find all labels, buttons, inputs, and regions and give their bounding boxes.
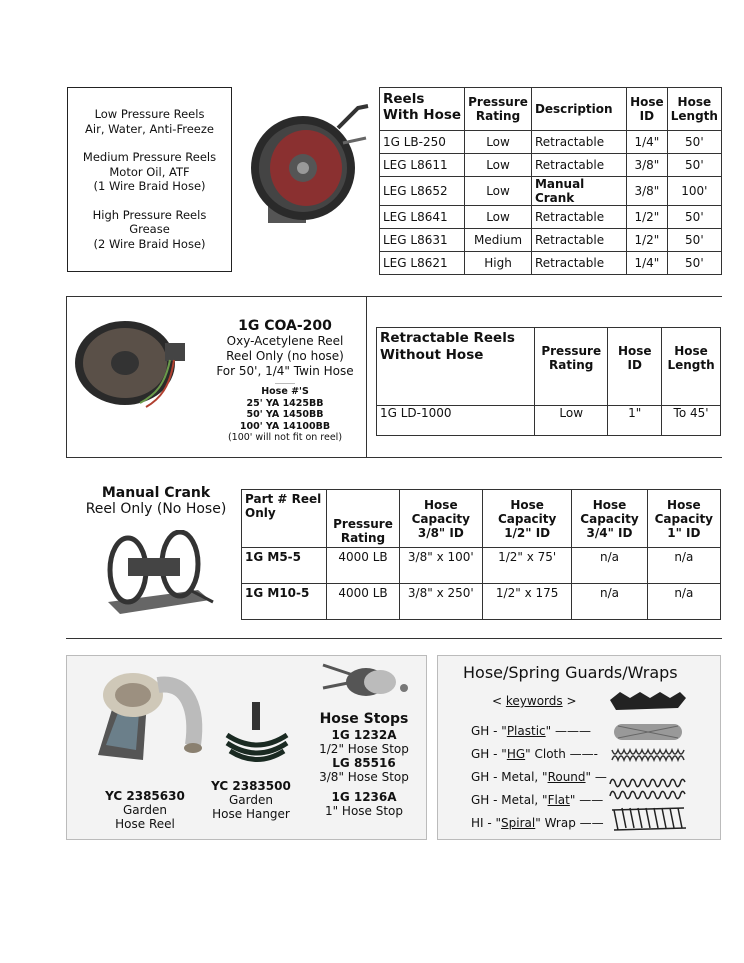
hose-hanger-line: Hose Hanger [212,807,290,821]
cell-hose-length: To 45' [662,406,721,436]
coa200-desc-line: Oxy-Acetylene Reel [226,334,344,348]
coa200-desc-line: Reel Only (no hose) [226,349,344,363]
cell-description: Retractable [531,206,626,229]
oxy-acetylene-reel-image [70,315,195,415]
cell-hose-id: 1/2" [627,229,668,252]
info-line: Motor Oil, ATF [109,164,190,179]
info-line: Low Pressure Reels [94,107,205,121]
table-row [380,177,722,206]
section2-top-border [66,296,722,297]
garden-reel-line: Hose Reel [115,817,175,831]
cell-capacity: n/a [647,548,720,584]
garden-reel-caption [95,789,195,831]
cell-capacity: 3/8" x 100' [399,548,482,584]
hose-hanger-line: Garden [229,793,273,807]
hose-reel-with-hose-image [238,98,373,238]
garden-hose-hanger-image [222,700,292,765]
cell-hose-id: 3/8" [627,154,668,177]
pressure-info-text [68,88,231,251]
header-capacity-1-2: Hose Capacity 1/2" ID [482,490,571,548]
table-row [380,206,722,229]
header-pressure-rating: Pressure Rating [535,328,608,406]
cell-capacity: 1/2" x 75' [482,548,571,584]
cell-pressure: High [465,252,532,275]
table-row [380,131,722,154]
round-guard-sample [612,750,684,760]
cell-capacity: n/a [572,548,647,584]
header-description: Description [531,88,626,131]
guard-keyword: Round [547,770,586,784]
garden-reel-line: Garden [123,803,167,817]
hose-note: (100' will not fit on reel) [227,432,343,443]
hose-number: 50' YA 1450BB [246,409,324,420]
cell-pressure: Medium [465,229,532,252]
hose-stop-model: 1G 1232A [331,728,397,742]
table-row [380,154,722,177]
header-hose-length: Hose Length [662,328,721,406]
cell-capacity: 1/2" x 175 [482,584,571,620]
cell-pressure: Low [535,406,608,436]
header-part-number: Part # Reel Only [242,490,327,548]
guard-samples-image [608,688,688,833]
cell-part: LEG L8611 [380,154,465,177]
info-line: (2 Wire Braid Hose) [93,236,206,251]
table-row [242,548,721,584]
coa200-model: 1G COA-200 [238,318,332,334]
garden-hose-reel-image [88,660,208,770]
guard-item: GH - "Plastic" ——— [471,724,591,738]
reels-with-hose-table [379,87,722,275]
table-row [380,229,722,252]
header-capacity-3-8: Hose Capacity 3/8" ID [399,490,482,548]
section2-left-border [66,296,67,458]
manual-crank-table [241,489,721,620]
cell-part: LEG L8631 [380,229,465,252]
header-capacity-1: Hose Capacity 1" ID [647,490,720,548]
table-row [377,406,721,436]
cell-hose-id: 3/8" [627,177,668,206]
pressure-info-box [67,87,232,272]
guards-wraps-title: Hose/Spring Guards/Wraps [463,663,678,682]
cell-pressure: Low [465,154,532,177]
garden-reel-model: YC 2385630 [105,789,185,803]
section2-divider [366,296,367,458]
info-line: Grease [129,222,170,236]
section3-bottom-rule [66,638,722,639]
header-hose-id: Hose ID [627,88,668,131]
hose-stop-model: LG 85516 [332,756,396,770]
cell-pressure: Low [465,206,532,229]
cell-hose-length: 50' [667,252,721,275]
cell-description: Manual Crank [531,177,626,206]
cell-part: LEG L8641 [380,206,465,229]
header-pressure-rating: Pressure Rating [327,490,399,548]
guard-item: HI - "Spiral" Wrap —— [471,816,604,830]
cell-hose-length: 100' [667,177,721,206]
header-hose-id: Hose ID [608,328,662,406]
cell-hose-length: 50' [667,154,721,177]
cell-hose-id: 1" [608,406,662,436]
cell-hose-length: 50' [667,131,721,154]
cell-hose-id: 1/4" [627,131,668,154]
cell-description: Retractable [531,154,626,177]
cell-hose-id: 1/2" [627,206,668,229]
section2-bottom-border [66,457,722,458]
cell-pressure: 4000 LB [327,548,399,584]
guard-keyword: HG [506,747,526,761]
hose-hanger-model: YC 2383500 [211,779,291,793]
cell-pressure: Low [465,131,532,154]
cloth-guard-sample [614,724,682,740]
hose-hanger-caption [201,779,301,821]
cell-hose-length: 50' [667,229,721,252]
cell-part: 1G LB-250 [380,131,465,154]
cell-capacity: 3/8" x 250' [399,584,482,620]
hose-numbers-label: Hose #'S [261,386,309,397]
guard-item: GH - "HG" Cloth ——- [471,747,598,761]
manual-crank-heading [72,485,240,517]
manual-crank-reel-image [98,530,218,620]
cell-part: 1G M5-5 [242,548,327,584]
hose-stops-image [318,660,413,702]
table-row [380,252,722,275]
hose-number: 100' YA 14100BB [239,420,331,432]
flat-guard-sample [610,779,685,798]
plastic-guard-sample [610,692,686,710]
guard-keyword: Plastic [506,724,546,738]
divider [275,383,295,384]
info-line: High Pressure Reels [92,207,207,222]
cell-capacity: n/a [647,584,720,620]
header-capacity-3-4: Hose Capacity 3/4" ID [572,490,647,548]
keywords-label: keywords [505,694,563,708]
hose-stop-desc: 3/8" Hose Stop [319,770,409,784]
spiral-wrap-sample [612,808,686,830]
hose-stop-desc: 1/2" Hose Stop [319,742,409,756]
manual-crank-subtitle: Reel Only (No Hose) [85,501,227,517]
cell-pressure: Low [465,177,532,206]
cell-description: Retractable [531,131,626,154]
info-line: Medium Pressure Reels [82,150,217,164]
cell-description: Retractable [531,229,626,252]
cell-part: LEG L8652 [380,177,465,206]
coa200-description [205,318,365,444]
guard-keyword: Flat [547,793,570,807]
guard-item: GH - Metal, "Round" — [471,770,607,784]
header-retractable-reels: Retractable Reels Without Hose [377,328,535,406]
table-row [242,584,721,620]
hose-stop-model: 1G 1236A [331,790,397,804]
hose-number: 25' YA 1425BB [246,397,324,409]
hose-stop-desc: 1" Hose Stop [324,804,404,818]
cell-capacity: n/a [572,584,647,620]
manual-crank-title: Manual Crank [101,485,211,501]
coa200-desc-line: For 50', 1/4" Twin Hose [216,364,354,378]
guard-keyword: Spiral [501,816,536,830]
cell-part: 1G LD-1000 [377,406,535,436]
cell-pressure: 4000 LB [327,584,399,620]
cell-part: 1G M10-5 [242,584,327,620]
reels-without-hose-table [376,327,721,436]
header-hose-length: Hose Length [667,88,721,131]
keywords-line: < keywords > [492,694,577,708]
hose-stops-title: Hose Stops [319,711,409,727]
cell-part: LEG L8621 [380,252,465,275]
cell-hose-length: 50' [667,206,721,229]
header-reels-with-hose: Reels With Hose [380,88,465,131]
info-line: (1 Wire Braid Hose) [93,179,206,193]
header-pressure-rating: Pressure Rating [465,88,532,131]
cell-description: Retractable [531,252,626,275]
info-line: Air, Water, Anti-Freeze [85,121,214,136]
hose-stops-list [305,710,423,818]
guard-item: GH - Metal, "Flat" —— [471,793,604,807]
cell-hose-id: 1/4" [627,252,668,275]
